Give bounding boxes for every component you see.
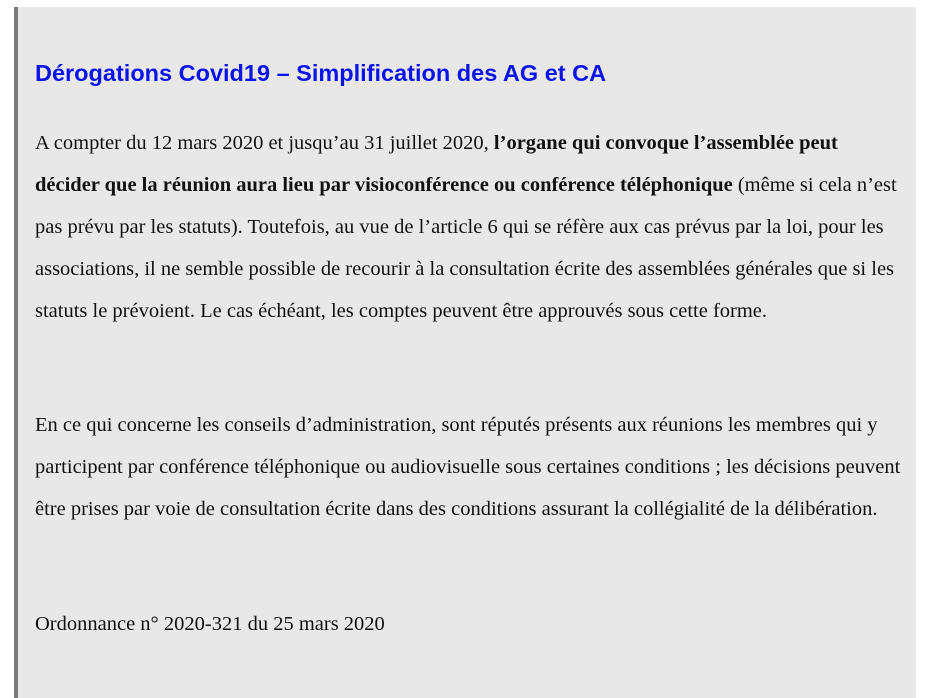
- paragraph-bold-text: l’organe qui convoque l’assemblée peut décider que la réunion aura lieu par visioconférence ou conférence téléphonique: [35, 132, 838, 196]
- paragraph-dates: [35, 122, 907, 332]
- paragraph-conseils: En ce qui concerne les conseils d’administration, sont réputés présents aux réunions les membres qui y participent par conférence téléphonique ou audiovisuelle sous certaines conditions ; les décisions peuvent être prises par voie de consultation écrite dans des conditions assurant la collégialité de la délibération.: [35, 414, 901, 520]
- paragraph-ordonnance: Ordonnance n° 2020-321 du 25 mars 2020: [35, 613, 385, 635]
- page-title: Dérogations Covid19 – Simplification des AG et CA: [35, 60, 607, 86]
- paragraph-intro-text: A compter du 12 mars 2020 et jusqu’au 31 juillet 2020,: [35, 132, 494, 154]
- info-panel: [14, 7, 916, 698]
- paragraph-rest-text: (même si cela n’est pas prévu par les statuts). Toutefois, au vue de l’article 6 qui se réfère aux cas prévus par la loi, pour les associations, il ne semble possible de recourir à la consultation écrite des assemblées générales que si les statuts le prévoient. Le cas échéant, les comptes peuvent être approuvés sous cette forme.: [35, 174, 897, 322]
